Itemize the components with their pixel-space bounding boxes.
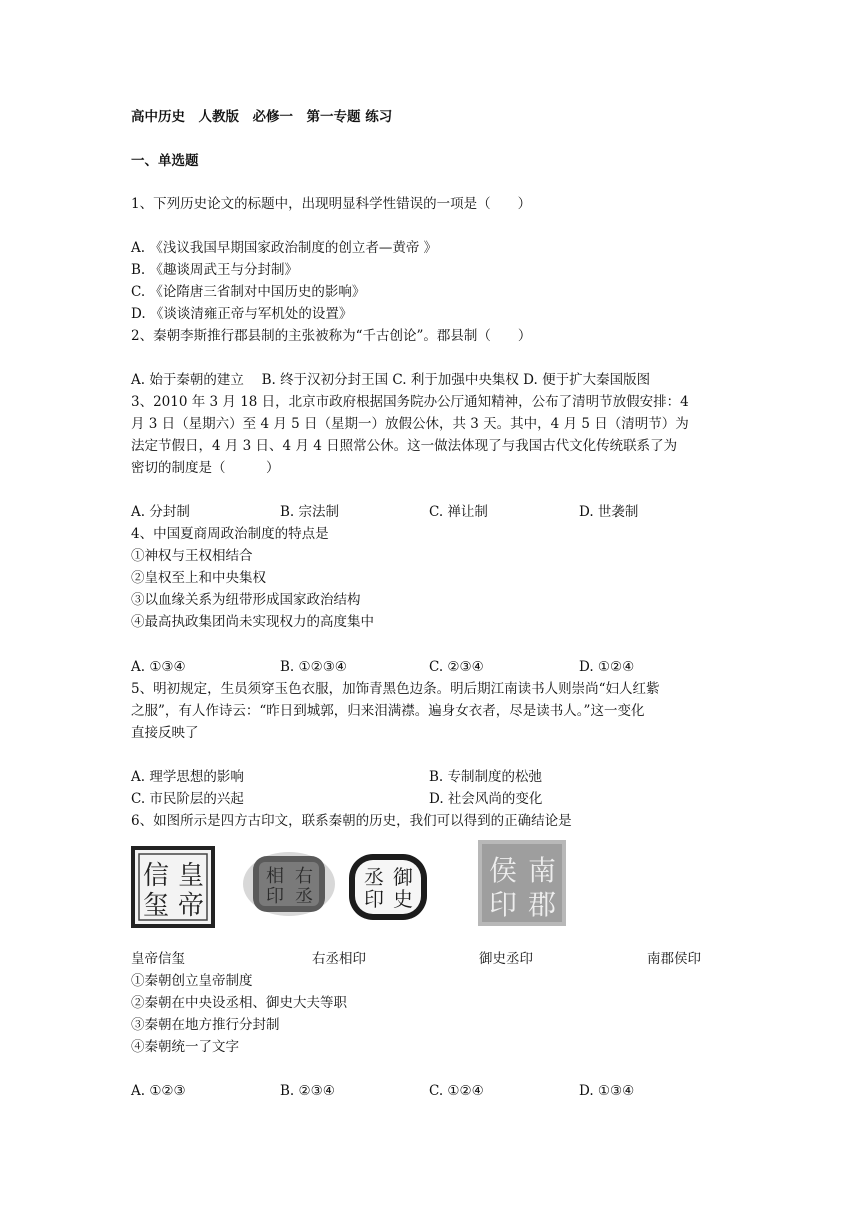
question-3-option-a: A. 分封制 bbox=[131, 504, 190, 520]
seal-1-char-4: 玺 bbox=[142, 891, 170, 921]
seal-4-char-3: 侯 bbox=[488, 854, 518, 887]
question-5-option-c: C. 市民阶层的兴起 bbox=[131, 791, 244, 807]
seal-3-char-2: 史 bbox=[393, 887, 413, 911]
question-4-option-b: B. ①②③④ bbox=[280, 659, 347, 675]
seal-2-char-3: 相 bbox=[266, 866, 284, 887]
seal-1-char-1: 皇 bbox=[177, 861, 205, 891]
question-3-option-d: D. 世袭制 bbox=[579, 504, 639, 520]
question-6-item-3: ③秦朝在地方推行分封制 bbox=[131, 1017, 280, 1033]
seal-3-char-1: 御 bbox=[393, 865, 413, 889]
seal-4-char-4: 印 bbox=[488, 888, 518, 921]
question-6-stem: 6、如图所示是四方古印文，联系秦朝的历史，我们可以得到的正确结论是 bbox=[131, 813, 572, 829]
question-6-option-a: A. ①②③ bbox=[131, 1083, 186, 1099]
question-1-option-c: C. 《论隋唐三省制对中国历史的影响》 bbox=[131, 284, 366, 300]
question-5-option-d: D. 社会风尚的变化 bbox=[429, 791, 543, 807]
question-5-option-b: B. 专制制度的松弛 bbox=[429, 769, 543, 785]
question-4-item-3: ③以血缘关系为纽带形成国家政治结构 bbox=[131, 592, 361, 608]
question-1-option-d: D. 《谈谈清雍正帝与军机处的设置》 bbox=[131, 306, 353, 322]
seal-caption-4: 南郡侯印 bbox=[647, 951, 701, 967]
question-3-line-4: 密切的制度是（ ） bbox=[131, 460, 280, 476]
seal-1-char-2: 帝 bbox=[177, 891, 205, 921]
question-4-option-a: A. ①③④ bbox=[131, 659, 186, 675]
seal-image-2 bbox=[241, 850, 337, 918]
question-1-stem: 1、下列历史论文的标题中，出现明显科学性错误的一项是（ ） bbox=[131, 196, 532, 212]
seal-1-char-3: 信 bbox=[142, 861, 170, 891]
question-1-option-b: B. 《趣谈周武王与分封制》 bbox=[131, 262, 299, 278]
seal-caption-1: 皇帝信玺 bbox=[131, 951, 185, 967]
question-1-option-a: A. 《浅议我国早期国家政治制度的创立者—黄帝 》 bbox=[131, 240, 438, 256]
question-2-stem: 2、秦朝李斯推行郡县制的主张被称为“千古创论”。郡县制（ ） bbox=[131, 328, 532, 344]
seal-caption-2: 右丞相印 bbox=[312, 951, 366, 967]
question-3-option-c: C. 禅让制 bbox=[429, 504, 488, 520]
question-5-line-3: 直接反映了 bbox=[131, 725, 199, 741]
seal-image-4 bbox=[476, 838, 568, 928]
question-6-option-d: D. ①③④ bbox=[579, 1083, 635, 1099]
seal-3-char-4: 印 bbox=[364, 887, 384, 911]
seal-4-char-1: 南 bbox=[527, 854, 557, 887]
question-4-item-1: ①神权与王权相结合 bbox=[131, 548, 253, 564]
question-3-option-b: B. 宗法制 bbox=[280, 504, 340, 520]
page-title: 高中历史 人教版 必修一 第一专题 练习 bbox=[131, 109, 393, 125]
section-heading: 一、单选题 bbox=[131, 153, 199, 169]
question-4-option-c: C. ②③④ bbox=[429, 659, 484, 675]
question-6-option-b: B. ②③④ bbox=[280, 1083, 335, 1099]
question-4-option-d: D. ①②④ bbox=[579, 659, 635, 675]
seal-3-char-3: 丞 bbox=[364, 865, 384, 889]
question-6-item-4: ④秦朝统一了文字 bbox=[131, 1039, 239, 1055]
seal-2-char-1: 右 bbox=[295, 866, 313, 887]
question-6-item-1: ①秦朝创立皇帝制度 bbox=[131, 973, 253, 989]
seal-caption-3: 御史丞印 bbox=[479, 951, 533, 967]
seal-image-3 bbox=[345, 850, 431, 924]
question-6-item-2: ②秦朝在中央设丞相、御史大夫等职 bbox=[131, 995, 347, 1011]
question-3-line-1: 3、2010 年 3 月 18 日，北京市政府根据国务院办公厅通知精神，公布了清明节放假安排：4 bbox=[131, 394, 689, 410]
question-5-line-1: 5、明初规定，生员须穿玉色衣服，加饰青黑色边条。明后期江南读书人则崇尚“妇人红紫 bbox=[131, 681, 660, 697]
question-2-options: A. 始于秦朝的建立 B. 终于汉初分封王国 C. 利于加强中央集权 D. 便于扩大秦国版图 bbox=[131, 372, 651, 388]
question-6-option-c: C. ①②④ bbox=[429, 1083, 484, 1099]
seal-2-char-2: 丞 bbox=[295, 886, 313, 907]
question-4-item-2: ②皇权至上和中央集权 bbox=[131, 570, 266, 586]
question-3-line-3: 法定节假日，4 月 3 日、4 月 4 日照常公休。这一做法体现了与我国古代文化传统联系了为 bbox=[131, 438, 678, 454]
seal-image-1 bbox=[131, 846, 215, 928]
seal-2-char-4: 印 bbox=[266, 886, 284, 907]
question-5-line-2: 之服”，有人作诗云：“昨日到城郭，归来泪满襟。遍身女衣者，尽是读书人。”这一变化 bbox=[131, 703, 645, 719]
question-3-line-2: 月 3 日（星期六）至 4 月 5 日（星期一）放假公休，共 3 天。其中，4 月 5 日（清明节）为 bbox=[131, 416, 689, 432]
question-4-item-4: ④最高执政集团尚未实现权力的高度集中 bbox=[131, 614, 374, 630]
question-5-option-a: A. 理学思想的影响 bbox=[131, 769, 244, 785]
seal-4-char-2: 郡 bbox=[527, 888, 557, 921]
question-4-stem: 4、中国夏商周政治制度的特点是 bbox=[131, 526, 329, 542]
